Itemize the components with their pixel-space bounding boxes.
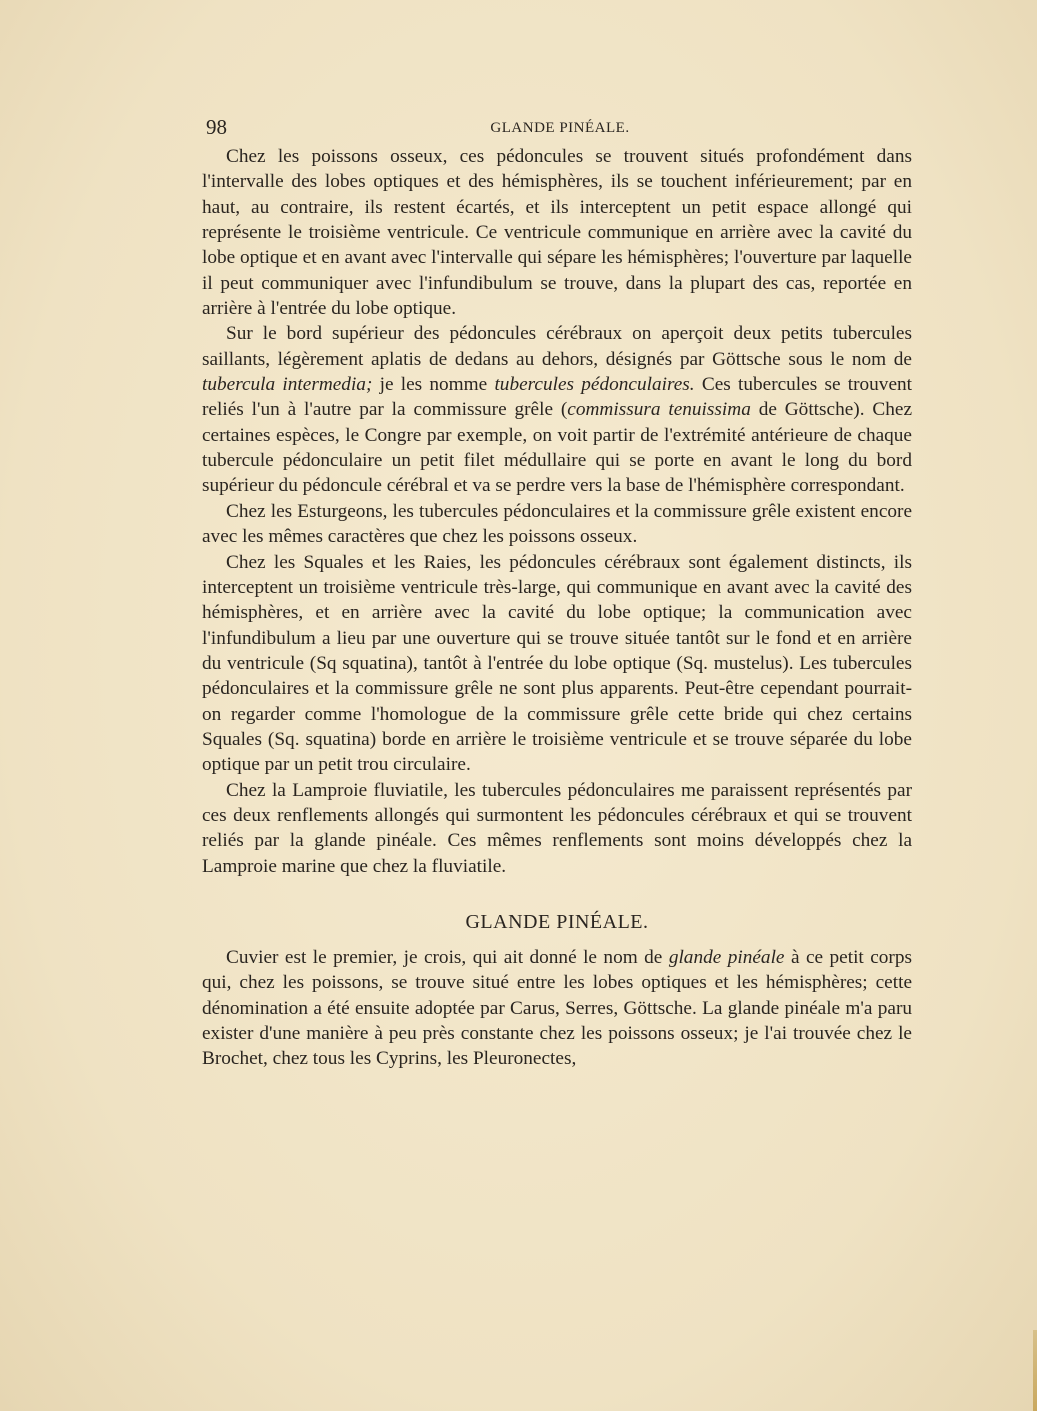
paragraph-sturgeons (202, 499, 912, 550)
text-segment: à ce petit corps qui, chez les poissons, se trouve situé entre les lobes optiques et les hémisphères; cette dénomination a été ensuite adoptée par Carus, Serres, Göttsche. La glande pinéale m'a paru exister d'une manière à peu près constante chez les poissons osseux; je l'ai trouvée chez le Brochet, chez tous les Cyprins, les Pleuronectes, (202, 946, 912, 1070)
text-segment: Chez la Lamproie fluviatile, les tubercules pédonculaires me paraissent représentés par ces deux renflements allongés qui surmontent les pédoncules cérébraux et qui se trouvent reliés par la glande pinéale. Ces mêmes renflements sont moins développés chez la Lamproie marine que chez la fluviatile. (202, 779, 912, 877)
body-text (202, 144, 912, 1072)
paragraph-lamprey (202, 778, 912, 879)
paragraph-peduncular-tubercles (202, 321, 912, 498)
running-title: GLANDE PINÉALE. (490, 120, 630, 136)
text-segment: de Göttsche). Chez certaines espèces, le Congre par exemple, on voit partir de l'extrémité antérieure de chaque tubercule pédonculaire un petit filet médullaire qui se porte en avant le long du bord supérieur du pédoncule cérébral et va se perdre vers la base de l'hémisphère correspondant. (202, 399, 913, 497)
text-segment: Chez les Squales et les Raies, les pédoncules cérébraux sont également distincts, ils interceptent un troisième ventricule très-large, qui communique en avant avec la cavité des hémisphères, et en arrière avec la cavité du lobe optique; la communication avec l'infundibulum a lieu par une ouverture qui se trouve située tantôt sur le fond et en arrière du ventricule (Sq squatina), tantôt à l'entrée du lobe optique (Sq. mustelus). Les tubercules pédonculaires et la commissure grêle ne sont plus apparents. Peut-être cependant pourrait-on regarder comme l'homologue de la commissure grêle cette bride qui chez certains Squales (Sq. squatina) borde en arrière le troisième ventricule et se trouve séparée du lobe optique par un petit trou circulaire. (202, 551, 912, 776)
page-edge-mark (1033, 1330, 1037, 1411)
text-segment: Ces tubercules se trouvent reliés l'un à l'autre par la commissure grêle ( (202, 374, 912, 421)
page-header (204, 116, 916, 140)
section-title: GLANDE PINÉALE. (465, 910, 649, 933)
text-segment: Chez les Esturgeons, les tubercules pédonculaires et la commissure grêle existent encore avec les mêmes caractères que chez les poissons osseux. (202, 500, 912, 548)
page-number: 98 (206, 115, 227, 139)
italic-term: tubercules pédonculaires. (494, 374, 695, 396)
paragraph-cuvier (202, 945, 912, 1072)
italic-term: tubercula intermedia; (202, 374, 373, 396)
text-segment: Sur le bord supérieur des pédoncules cérébraux on aperçoit deux petits tubercules saillants, légèrement aplatis de dedans au dehors, désignés par Göttsche sous le nom de (202, 323, 912, 370)
text-segment: Chez les poissons osseux, ces pédoncules se trouvent situés profondément dans l'intervalle des lobes optiques et des hémisphères, ils se touchent inférieurement; par en haut, au contraire, ils restent écartés, et ils interceptent un petit espace allongé qui représente le troisième ventricule. Ce ventricule communique en arrière avec la cavité du lobe optique et en avant avec l'intervalle qui sépare les hémisphères; l'ouverture par laquelle il peut communiquer avec l'infundibulum se trouve, dans la plupart des cas, reportée en arrière à l'entrée du lobe optique. (202, 146, 912, 320)
italic-term: glande pinéale (668, 946, 785, 968)
italic-term: commissura tenuissima (567, 399, 751, 421)
text-segment: je les nomme (372, 374, 495, 396)
paragraph-bony-fish (202, 144, 912, 321)
text-segment: Cuvier est le premier, je crois, qui ait donné le nom de (226, 946, 669, 968)
paragraph-sharks-rays (202, 550, 912, 778)
